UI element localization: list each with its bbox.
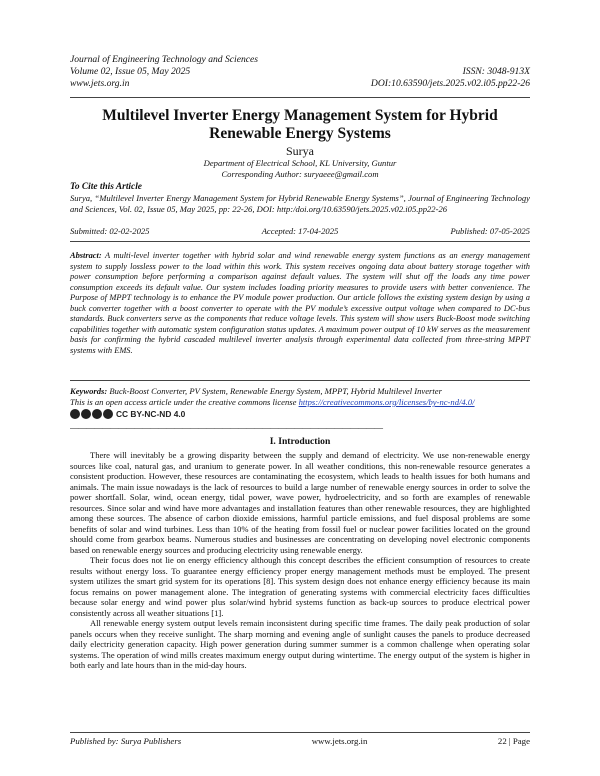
affiliation-block [70, 158, 530, 180]
keywords [70, 386, 530, 397]
cite-heading: To Cite this Article [70, 182, 142, 192]
abstract-bottom-rule [70, 380, 530, 381]
accepted-date: Accepted: 17-04-2025 [261, 226, 339, 236]
license-link[interactable]: https://creativecommons.org/licenses/by-nc-nd/4.0/ [298, 397, 475, 407]
paragraph: There will inevitably be a growing disparity between the supply and demand of electricity. We use non-renewable energy sources like coal, natural gas, and uranium to generate power. In all weather conditions, this non-renewable resource generates a consistent production. However, these resources are contaminating the ecosystem, which leads to health issues for both humans and animals. The main issue nowadays is the lack of resources to build a large number of renewable energy sources in order to solve the power shortfall. Solar, wind, ocean energy, tidal power, wave power, hydroelectricity, and so forth are examples of renewable resources. Since solar and wind have more advantages and installation features than other renewable resources, they are highlighted among these sources. The absence of carbon dioxide emissions, harmful particle emissions, and fuel disposal problems are some benefits of solar and wind turbines. Less than 10% of the heating from fossil fuel or nuclear power facilities located on the ground should come from gearbox beams. Numerous studies and businesses are concentrating on developing novel electronic components based on renewable energy sources and producing electricity using renewable energy. [70, 450, 530, 555]
keywords-label: Keywords: [70, 386, 108, 396]
cite-text: Surya, “Multilevel Inverter Energy Management System for Hybrid Renewable Energy Systems”, Journal of Engineering Technology and Sciences, Vol. 02, Issue 05, May 2025, pp: 22-26, DOI: http:/doi.org/10.63590/jets.2025.v02.i05.pp22-26 [70, 193, 530, 214]
title-line-1: Multilevel Inverter Energy Management System for Hybrid [102, 107, 498, 124]
journal-volume-row [70, 66, 530, 78]
header-rule [70, 97, 530, 98]
open-access-note [70, 397, 530, 407]
abstract-top-rule [70, 241, 530, 242]
title-line-2: Renewable Energy Systems [209, 125, 391, 142]
journal-doi: DOI:10.63590/jets.2025.v02.i05.pp22-26 [370, 78, 530, 90]
paragraph: All renewable energy system output levels remain inconsistent during specific time frames. The daily peak production of solar panels occurs when they receive sunlight. The sharp morning and evening angle of sunlight causes the panels to produce decreased daily electricity generation capacity. High power generation during summer summer is a common challenge when operating solar systems. The operation of wind mills creates maximum energy output during wintertime. The energy output of the system is higher in both early and late hours than in the mid-day hours. [70, 618, 530, 671]
by-icon [81, 409, 91, 419]
separator-line: ——————————————————————————————————————— [70, 423, 382, 433]
author-name: Surya [286, 144, 314, 158]
corresponding-author: Corresponding Author: suryaeee@gmail.com [221, 169, 379, 179]
cc-icon [70, 409, 80, 419]
journal-header [70, 54, 530, 91]
journal-issn: ISSN: 3048-913X [462, 66, 530, 78]
section-heading: I. Introduction [269, 436, 331, 447]
footer-site: www.jets.org.in [311, 736, 368, 746]
journal-volume: Volume 02, Issue 05, May 2025 [70, 66, 191, 78]
paragraph: Their focus does not lie on energy efficiency although this concept describes the efficient consumption of resources to create results without energy loss. To guarantee energy efficiency proper energy management methods must be employed. The present system utilizes the smart grid system for its operations [8]. This system design does not enhance energy efficiency because its main focus remains on power management alone. The integration of generating systems with commercial electricity faces difficulties because solar energy and wind power plus solar/wind hybrid systems function as back-up sources to produce electrical power consistently across all weather situations [1]. [70, 555, 530, 618]
cc-license-badge[interactable] [70, 409, 185, 419]
introduction-body [70, 450, 530, 671]
keywords-text: Buck-Boost Converter, PV System, Renewable Energy System, MPPT, Hybrid Multilevel Inverter [107, 386, 442, 396]
nc-icon [92, 409, 102, 419]
nd-icon [103, 409, 113, 419]
open-access-text: This is an open access article under the creative commons license [70, 397, 299, 407]
abstract-label: Abstract: [70, 251, 102, 260]
footer-publisher: Published by: Surya Publishers [70, 736, 182, 746]
footer-rule [70, 732, 530, 733]
dates-row [70, 226, 530, 236]
journal-site: www.jets.org.in [70, 78, 130, 90]
journal-site-row [70, 78, 530, 90]
journal-name: Journal of Engineering Technology and Sciences [70, 54, 259, 65]
published-date: Published: 07-05-2025 [450, 226, 530, 236]
abstract-text: A multi-level inverter together with hybrid solar and wind renewable energy system functions as an energy management system to supply lossless power to the load within this work. This system receives ongoing data about battery storage together with power consumption before performing a comparison against default values. The system will shut off the loads any time power consumption exceeds its default value. Our system includes loading priority measures to provide users with better convenience. The Purpose of MPPT technology is to enhance the PV module power production. Our article follows the existing system design by using a buck converter together with a boost converter to operate with the PV module’s excessive output voltage when compared to DC-bus standards. Buck converters serve as the components that reduce voltage levels. This system will show users Buck-Boost mode switching capabilities together with automatic system configuration status updates. A maximum power output of 10 kW serves as the measurement basis for confirming the hybrid cascaded multilevel inverter analysis through experimental data collected from three-string MPPT systems with EMS. [70, 251, 530, 355]
abstract [70, 251, 530, 356]
page-footer [70, 736, 530, 746]
footer-page-number: 22 | Page [497, 736, 530, 746]
affiliation: Department of Electrical School, KL University, Guntur [203, 158, 397, 168]
cc-badge-label: CC BY-NC-ND 4.0 [116, 409, 186, 419]
submitted-date: Submitted: 02-02-2025 [70, 226, 150, 236]
paper-title [70, 107, 530, 143]
